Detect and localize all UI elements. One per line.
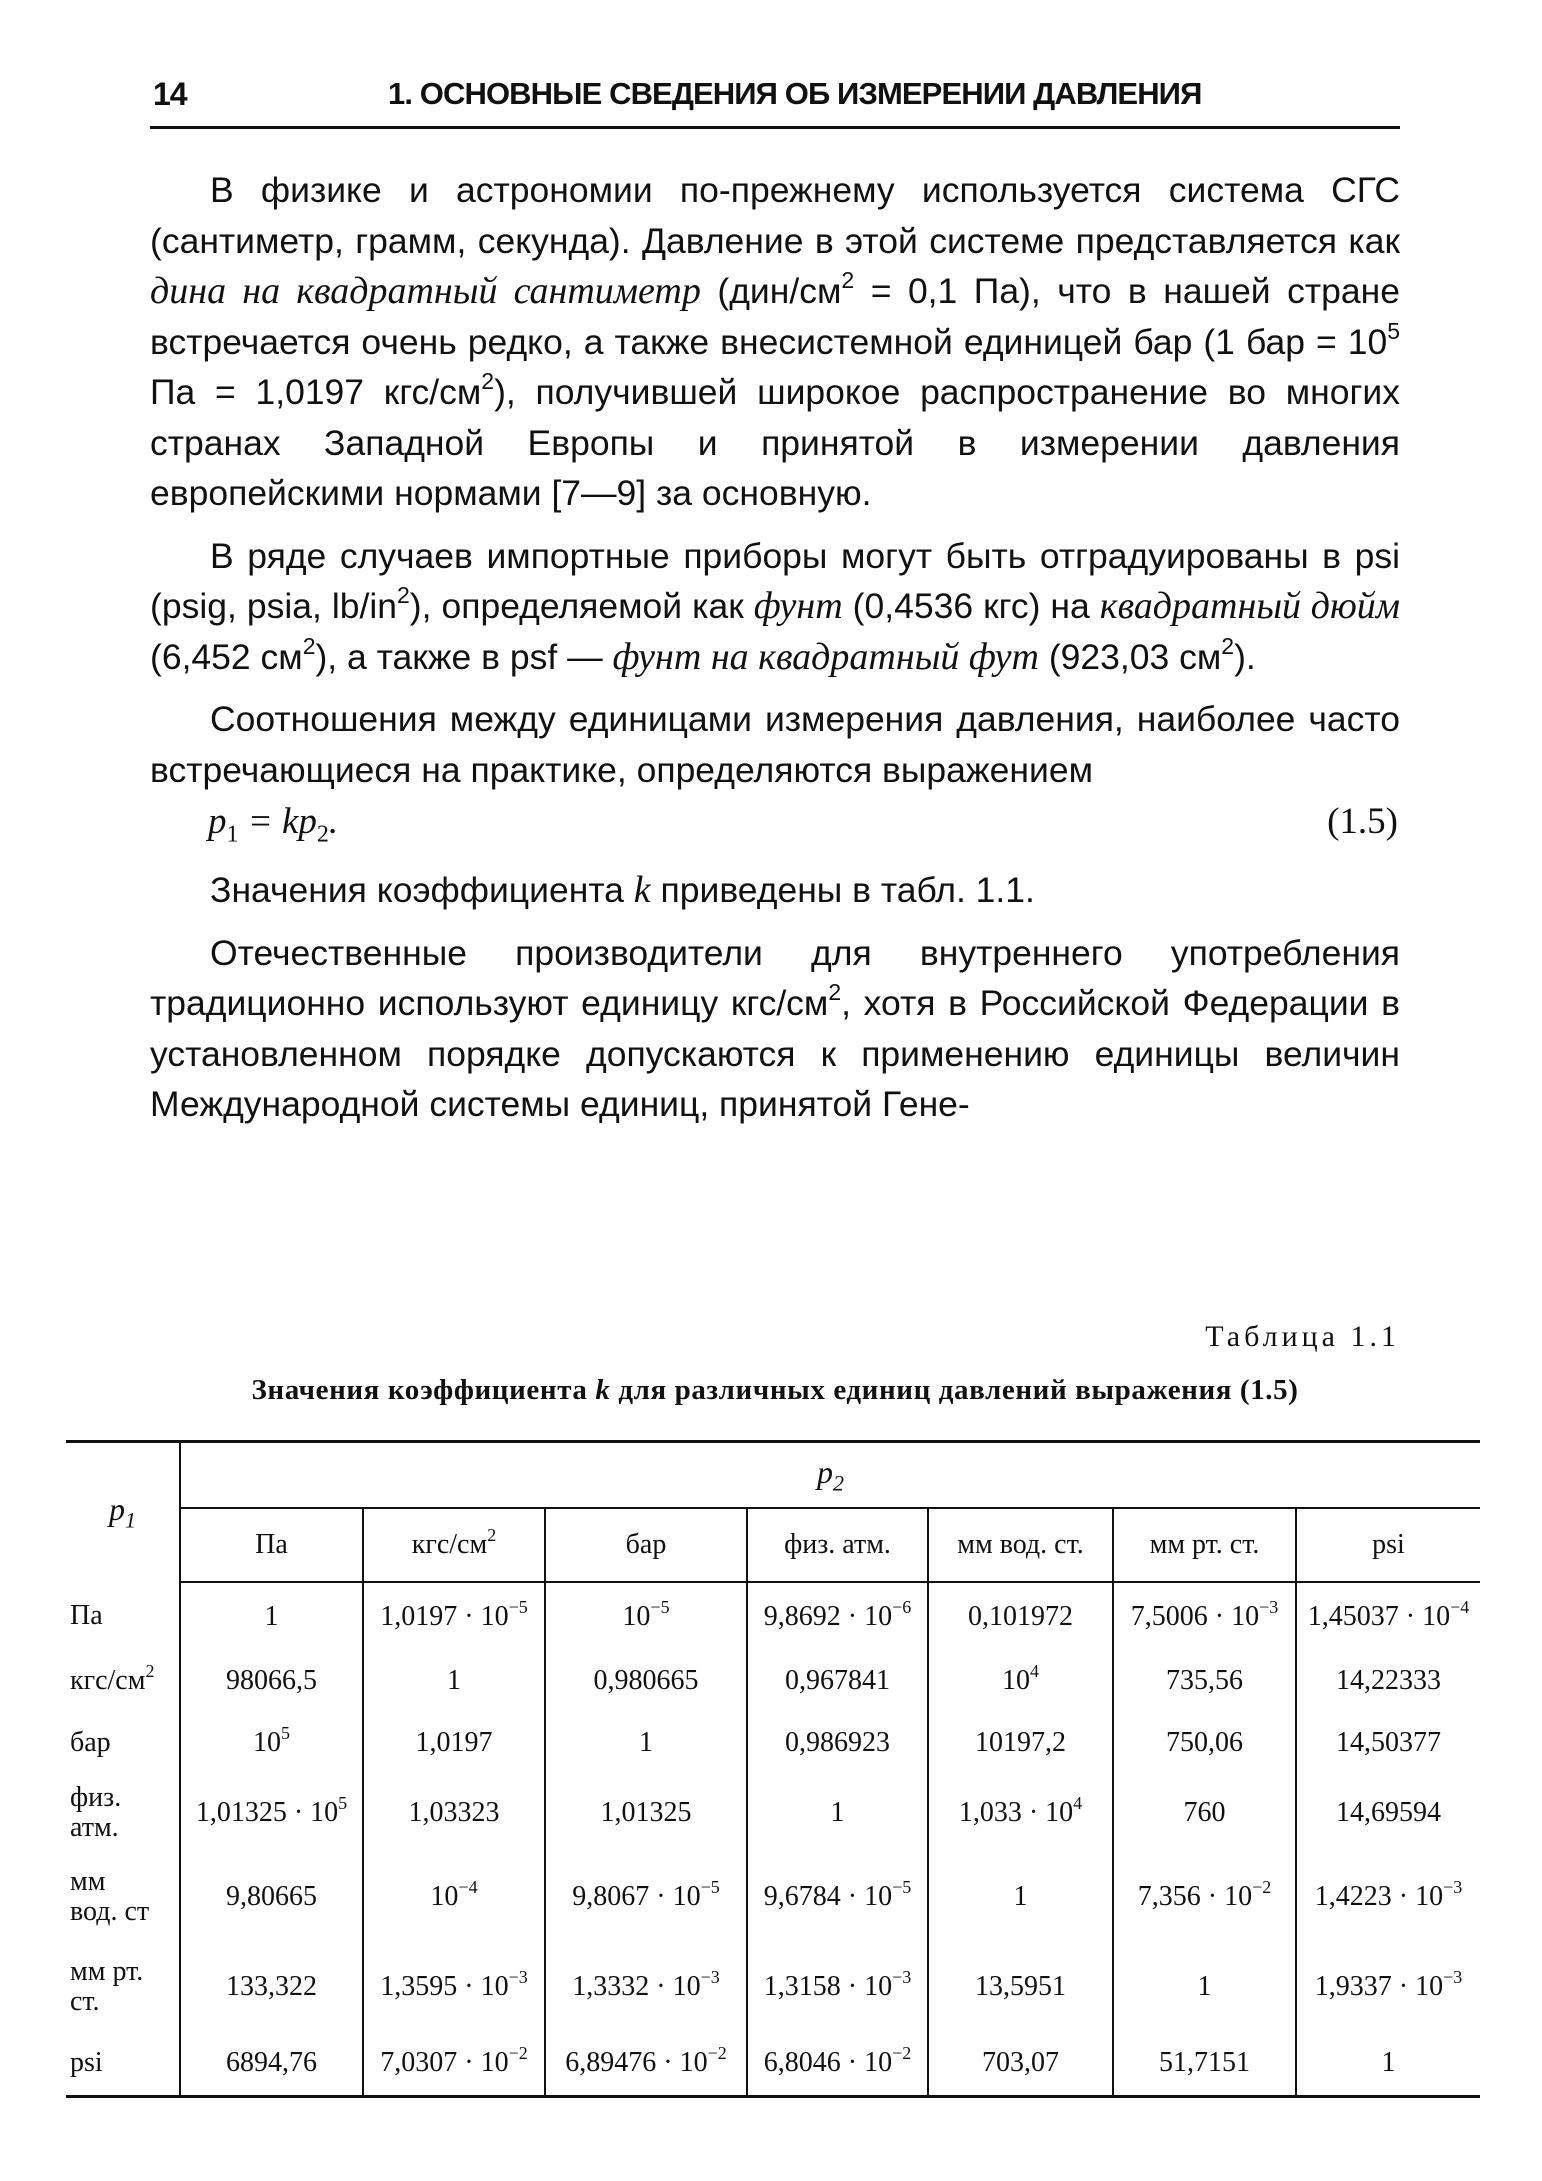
paragraph-psi-units bbox=[150, 531, 1400, 683]
table-cell bbox=[747, 1942, 928, 2032]
value-text: физ. bbox=[70, 1782, 122, 1813]
exponent: −5 bbox=[508, 1596, 528, 1617]
p1-header bbox=[66, 1442, 180, 1583]
paragraph-coefficient-ref bbox=[150, 865, 1400, 916]
value-text: мм рт. ст. bbox=[1149, 1529, 1260, 1560]
value-text: 13,5951 bbox=[975, 1971, 1066, 2002]
unit-header bbox=[928, 1508, 1113, 1582]
table-label: Таблица 1.1 bbox=[1205, 1320, 1400, 1353]
italic-term: дина на квадратный сантиметр bbox=[150, 270, 701, 312]
text-run: , хотя в Российской Федерации в установленном порядке допускаются к применению единицы величин Международной системы единиц, принятой Гене- bbox=[150, 983, 1400, 1124]
value-text: 7,5006 · 10 bbox=[1130, 1600, 1260, 1632]
value-text: Па bbox=[255, 1529, 288, 1560]
text-run: Па = 1,0197 кгс/см bbox=[150, 372, 482, 412]
table-row bbox=[66, 1774, 1480, 1852]
value-text: 1 bbox=[830, 1797, 845, 1828]
subscript: 1 bbox=[226, 821, 239, 848]
row-header bbox=[66, 1582, 180, 1650]
table-cell bbox=[180, 2032, 363, 2096]
value-text: 1,0197 bbox=[415, 1727, 493, 1758]
row-header bbox=[66, 1650, 180, 1712]
text-run: Отечественные производители для внутреннего употребления традиционно используют единицу кгс/см bbox=[150, 932, 1400, 1023]
text-run: = 0,1 Па), что в нашей стране встречается очень редко, а также внесистемной единицей бар (1 бар = 10 bbox=[150, 271, 1400, 362]
table-cell bbox=[545, 1942, 747, 2032]
value-text: кгс/см bbox=[411, 1529, 488, 1560]
coefficient-table bbox=[66, 1440, 1480, 2098]
superscript: 5 bbox=[1387, 317, 1400, 344]
formula-1-5 bbox=[150, 797, 1400, 849]
table-cell bbox=[180, 1774, 363, 1852]
value-text: 1,3595 · 10 bbox=[380, 1971, 509, 2002]
table-cell bbox=[1296, 1942, 1480, 2032]
value-text: 7,356 · 10 bbox=[1137, 1881, 1253, 1912]
value-text: 6,89476 · 10 bbox=[565, 2047, 708, 2079]
superscript: 2 bbox=[828, 979, 842, 1005]
table-cell bbox=[545, 1852, 747, 1942]
value-text: 1,03323 bbox=[408, 1797, 500, 1828]
value-text: 1,3332 · 10 bbox=[572, 1971, 701, 2002]
value-text: 750,06 bbox=[1166, 1727, 1243, 1758]
table-cell bbox=[747, 1774, 928, 1852]
table-cell bbox=[1113, 2032, 1296, 2096]
table-cell bbox=[928, 1942, 1113, 2032]
table-cell bbox=[928, 1712, 1113, 1774]
value-text: 1,9337 · 10 bbox=[1314, 1971, 1444, 2002]
value-text: ст. bbox=[70, 1986, 100, 2017]
exponent: −2 bbox=[707, 2043, 727, 2064]
value-text: 10 bbox=[1002, 1665, 1030, 1696]
table-cell bbox=[545, 2032, 747, 2096]
value-text: 1 bbox=[264, 1600, 279, 1632]
table-row bbox=[66, 1650, 1480, 1712]
italic-term: k bbox=[595, 1374, 611, 1406]
table-row bbox=[66, 1712, 1480, 1774]
paragraph-domestic-units bbox=[150, 928, 1400, 1130]
equation-number: (1.5) bbox=[1327, 801, 1398, 842]
value-text: 0,967841 bbox=[785, 1665, 890, 1696]
value-text: 1 bbox=[639, 1727, 653, 1758]
value-text: psi bbox=[70, 2047, 103, 2079]
value-text: 7,0307 · 10 bbox=[380, 2047, 509, 2079]
value-text: 9,8692 · 10 bbox=[763, 1600, 893, 1632]
value-text: 1 bbox=[1197, 1971, 1212, 2002]
table-cell bbox=[747, 1852, 928, 1942]
value-text: 0,980665 bbox=[593, 1665, 699, 1696]
table-cell bbox=[180, 1852, 363, 1942]
value-text: 9,6784 · 10 bbox=[763, 1881, 893, 1912]
value-text: 760 bbox=[1183, 1797, 1226, 1828]
formula-tail: . bbox=[328, 801, 339, 842]
row-header bbox=[66, 1712, 180, 1774]
table-cell bbox=[747, 1712, 928, 1774]
exponent: −5 bbox=[650, 1596, 670, 1617]
table-row bbox=[66, 2032, 1480, 2096]
text-run: (923,03 см bbox=[1038, 636, 1222, 677]
running-head bbox=[150, 70, 1400, 129]
exponent: −4 bbox=[1450, 1596, 1470, 1617]
unit-header bbox=[545, 1508, 747, 1582]
exponent: 5 bbox=[338, 1793, 348, 1813]
exponent: −3 bbox=[700, 1967, 720, 1987]
text-run: Значения коэффициента bbox=[210, 870, 634, 910]
paragraph-relations: Соотношения между единицами измерения давления, наиболее часто встречающиеся на практике, определяются выражением bbox=[150, 699, 1400, 790]
unit-header bbox=[1296, 1508, 1480, 1582]
table-caption bbox=[150, 1374, 1400, 1407]
exponent: 2 bbox=[487, 1525, 497, 1545]
table-cell bbox=[1296, 1774, 1480, 1852]
text-run: ). bbox=[1234, 636, 1256, 677]
italic-term: квадратный дюйм bbox=[1099, 585, 1400, 627]
table-cell bbox=[1113, 1582, 1296, 1650]
value-text: 9,8067 · 10 bbox=[572, 1881, 701, 1912]
value-text: бар bbox=[625, 1529, 667, 1560]
value-text: 1,033 · 10 bbox=[958, 1797, 1074, 1828]
value-text: 735,56 bbox=[1166, 1665, 1243, 1696]
value-text: мм вод. ст. bbox=[957, 1529, 1084, 1560]
exponent: −3 bbox=[1443, 1877, 1463, 1897]
value-text: 10 bbox=[622, 1600, 651, 1632]
text-run: ), получившей широкое распространение во многих странах Западной Европы и принятой в измерении давления европейскими нормами [7—9] за основную. bbox=[150, 372, 1400, 513]
exponent: −3 bbox=[508, 1967, 528, 1987]
chapter-title: 1. ОСНОВНЫЕ СВЕДЕНИЯ ОБ ИЗМЕРЕНИИ ДАВЛЕНИЯ bbox=[388, 76, 1202, 111]
exponent: 2 bbox=[145, 1661, 155, 1681]
italic-term: фунт bbox=[753, 585, 843, 627]
value-text: 1,4223 · 10 bbox=[1314, 1881, 1444, 1912]
table-cell bbox=[545, 1712, 747, 1774]
text-run: (6,452 см bbox=[150, 636, 303, 677]
page-number: 14 bbox=[153, 76, 187, 112]
table-cell bbox=[1296, 2032, 1480, 2096]
value-text: 10 bbox=[253, 1727, 281, 1758]
exponent: −5 bbox=[700, 1877, 720, 1897]
table-cell bbox=[545, 1650, 747, 1712]
exponent: −2 bbox=[1252, 1877, 1272, 1897]
superscript: 2 bbox=[841, 267, 855, 293]
exponent: 4 bbox=[1030, 1661, 1039, 1681]
body-text bbox=[150, 165, 1400, 1142]
subscript: 2 bbox=[316, 821, 329, 848]
value-text: psi bbox=[1372, 1529, 1405, 1560]
table-cell bbox=[363, 1852, 545, 1942]
text-run: ), определяемой как bbox=[409, 586, 754, 626]
table-cell bbox=[928, 1582, 1113, 1650]
formula-p: p bbox=[208, 801, 227, 842]
table-cell bbox=[363, 1582, 545, 1650]
value-text: 1,01325 · 10 bbox=[195, 1797, 339, 1828]
exponent: −3 bbox=[1259, 1596, 1279, 1617]
value-text: 10197,2 bbox=[975, 1727, 1066, 1758]
value-text: 703,07 bbox=[982, 2047, 1059, 2079]
value-text: мм bbox=[70, 1866, 106, 1897]
text-run: (дин/см bbox=[700, 271, 842, 311]
table-cell bbox=[180, 1712, 363, 1774]
table-cell bbox=[180, 1582, 363, 1650]
table-cell bbox=[747, 2032, 928, 2096]
exponent: −3 bbox=[892, 1967, 912, 1987]
unit-header bbox=[180, 1508, 363, 1582]
value-text: 6894,76 bbox=[226, 2047, 317, 2079]
text-run: для различных единиц давлений выражения (1.5) bbox=[610, 1374, 1299, 1406]
value-text: 9,80665 bbox=[226, 1881, 317, 1912]
table-cell bbox=[1296, 1582, 1480, 1650]
text-run: В физике и астрономии по-прежнему используется система СГС (сантиметр, грамм, секунда). Давление в этой системе представляется как bbox=[150, 170, 1400, 261]
table-cell bbox=[363, 1942, 545, 2032]
table-cell bbox=[545, 1774, 747, 1852]
p2-header bbox=[180, 1442, 1480, 1509]
table-row bbox=[66, 1942, 1480, 2032]
table-cell bbox=[180, 1942, 363, 2032]
table-header-row bbox=[66, 1442, 1480, 1509]
table-cell bbox=[363, 1650, 545, 1712]
table-body bbox=[66, 1582, 1480, 2096]
italic-term: k bbox=[633, 869, 651, 911]
table-cell bbox=[180, 1650, 363, 1712]
value-text: 51,7151 bbox=[1159, 2047, 1250, 2079]
value-text: 0,986923 bbox=[785, 1727, 890, 1758]
value-text: 14,22333 bbox=[1336, 1665, 1441, 1696]
table-cell bbox=[928, 1852, 1113, 1942]
italic-term: фунт на квадратный фут bbox=[612, 635, 1039, 678]
exponent: 4 bbox=[1073, 1793, 1083, 1813]
table-row bbox=[66, 1582, 1480, 1650]
table-cell bbox=[747, 1650, 928, 1712]
exponent: 5 bbox=[281, 1723, 290, 1743]
table-cell bbox=[363, 1774, 545, 1852]
text-run: Значения коэффициента bbox=[251, 1374, 596, 1406]
value-text: 1 bbox=[1381, 2047, 1396, 2079]
value-text: мм рт. bbox=[70, 1956, 144, 1987]
text-run: приведены в табл. 1.1. bbox=[650, 870, 1035, 910]
text-run: (0,4536 кгс) на bbox=[842, 586, 1100, 626]
unit-header bbox=[1113, 1508, 1296, 1582]
paragraph-cgs-units bbox=[150, 165, 1400, 519]
exponent: −5 bbox=[892, 1877, 912, 1897]
exponent: −3 bbox=[1443, 1967, 1463, 1987]
superscript: 2 bbox=[481, 368, 495, 394]
table-cell bbox=[1296, 1650, 1480, 1712]
unit-header-row bbox=[66, 1508, 1480, 1582]
unit-header bbox=[363, 1508, 545, 1582]
table-cell bbox=[1113, 1942, 1296, 2032]
table-cell bbox=[1296, 1852, 1480, 1942]
unit-header bbox=[747, 1508, 928, 1582]
value-text: 1,01325 bbox=[600, 1797, 692, 1828]
value-text: 1 bbox=[447, 1665, 461, 1696]
header-symbol: p bbox=[109, 1491, 125, 1528]
table-cell bbox=[1113, 1774, 1296, 1852]
text-run: ), а также в psf — bbox=[315, 636, 613, 677]
value-text: 14,69594 bbox=[1336, 1797, 1441, 1828]
row-header bbox=[66, 1942, 180, 2032]
value-text: 1,0197 · 10 bbox=[380, 1600, 509, 1632]
exponent: −4 bbox=[458, 1877, 478, 1897]
value-text: 10 bbox=[430, 1881, 459, 1912]
value-text: 14,50377 bbox=[1336, 1727, 1441, 1758]
value-text: 0,101972 bbox=[968, 1600, 1073, 1632]
value-text: бар bbox=[70, 1727, 111, 1758]
table-cell bbox=[545, 1582, 747, 1650]
table-cell bbox=[1113, 1650, 1296, 1712]
value-text: физ. атм. bbox=[784, 1529, 891, 1560]
superscript: 2 bbox=[302, 632, 316, 659]
value-text: 133,322 bbox=[226, 1971, 317, 2002]
table-cell bbox=[928, 2032, 1113, 2096]
table-cell bbox=[1113, 1712, 1296, 1774]
value-text: 1 bbox=[1013, 1881, 1028, 1912]
text-run: В ряде случаев импортные приборы могут быть отградуированы в psi (psig, psia, lb/in bbox=[150, 535, 1400, 626]
subscript: 2 bbox=[833, 1470, 844, 1496]
formula-expression bbox=[208, 797, 338, 860]
value-text: атм. bbox=[70, 1812, 119, 1843]
value-text: 6,8046 · 10 bbox=[763, 2047, 893, 2079]
row-header bbox=[66, 1774, 180, 1852]
table-cell bbox=[747, 1582, 928, 1650]
subscript: 1 bbox=[125, 1507, 136, 1533]
row-header bbox=[66, 1852, 180, 1942]
row-header bbox=[66, 2032, 180, 2096]
superscript: 2 bbox=[1221, 632, 1235, 659]
value-text: 1,45037 · 10 bbox=[1307, 1600, 1451, 1632]
header-symbol: p bbox=[817, 1453, 833, 1490]
superscript: 2 bbox=[396, 582, 410, 608]
formula-kp: = kp bbox=[238, 801, 317, 842]
table-cell bbox=[363, 1712, 545, 1774]
value-text: Па bbox=[70, 1600, 103, 1631]
exponent: −2 bbox=[508, 2043, 528, 2064]
table-cell bbox=[1296, 1712, 1480, 1774]
table-row bbox=[66, 1852, 1480, 1942]
table-cell bbox=[928, 1774, 1113, 1852]
value-text: 98066,5 bbox=[226, 1665, 317, 1696]
exponent: −2 bbox=[892, 2043, 912, 2064]
table-cell bbox=[1113, 1852, 1296, 1942]
table-cell bbox=[928, 1650, 1113, 1712]
table-cell bbox=[363, 2032, 545, 2096]
value-text: вод. ст bbox=[70, 1896, 150, 1927]
value-text: кгс/см bbox=[70, 1665, 146, 1696]
value-text: 1,3158 · 10 bbox=[763, 1971, 893, 2002]
exponent: −6 bbox=[892, 1596, 912, 1617]
